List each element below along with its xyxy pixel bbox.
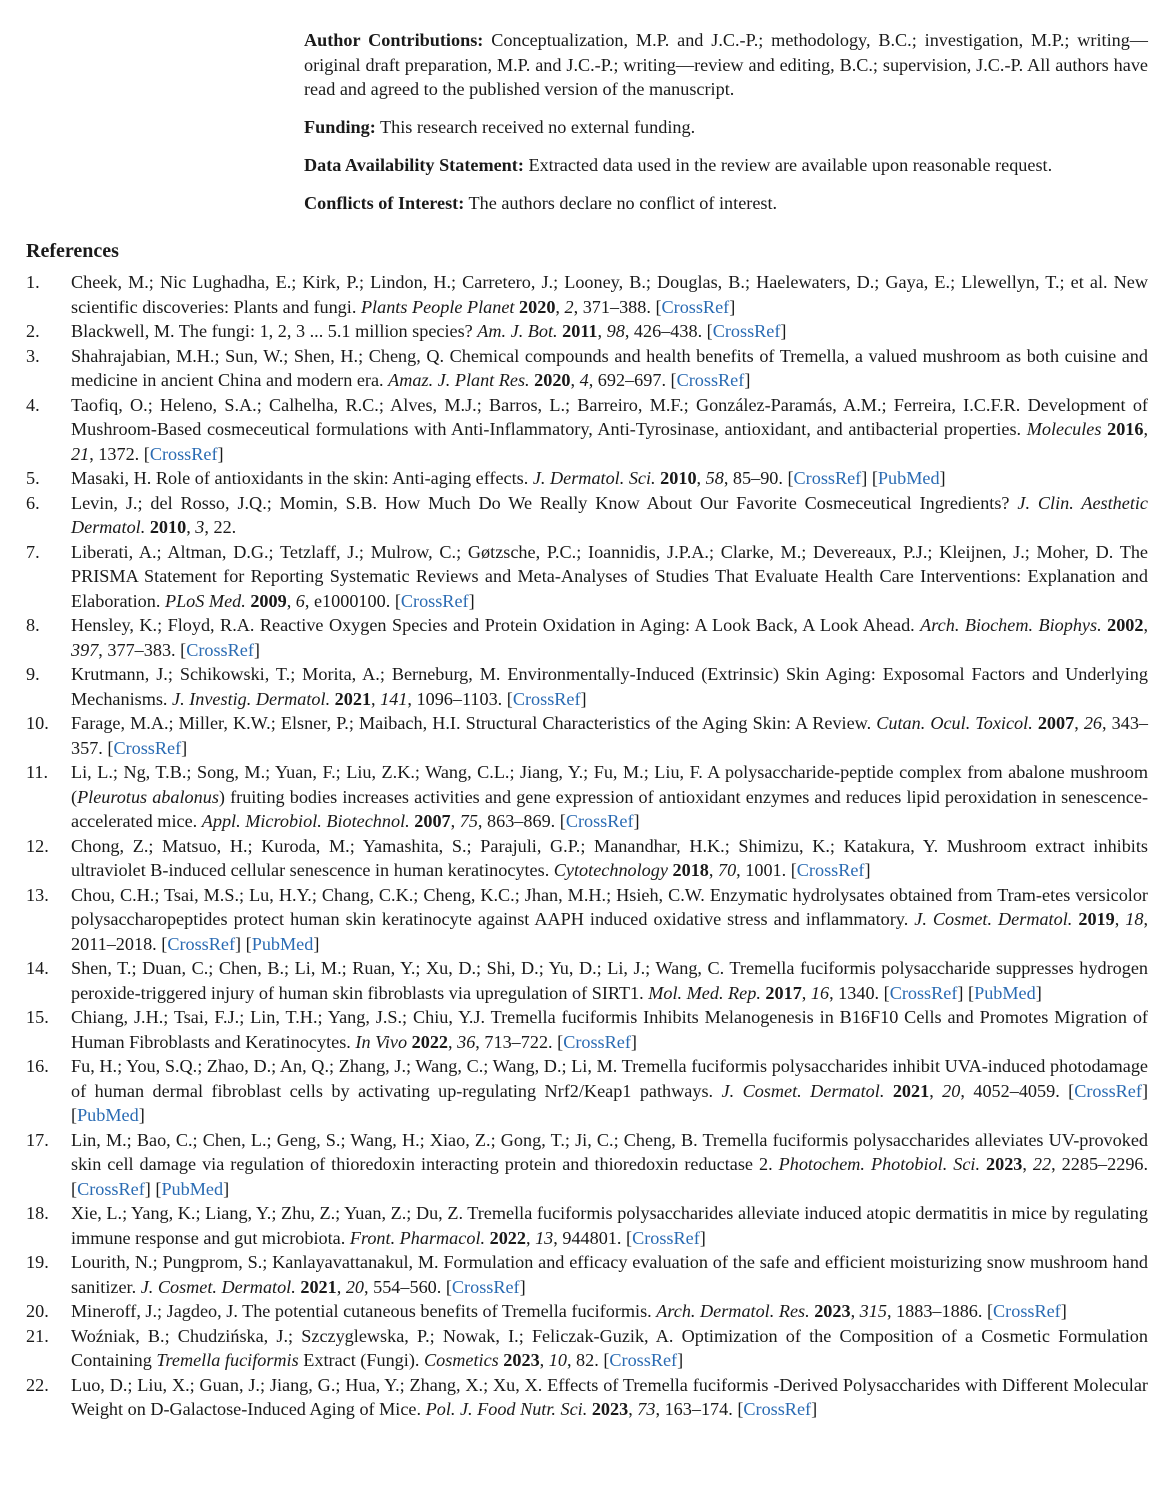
journal-volume: 21: [71, 443, 90, 464]
crossref-link[interactable]: [CrossRef]: [655, 296, 736, 317]
reference-number: 10.: [26, 713, 49, 733]
conflicts-text: The authors declare no conflict of interest.: [468, 193, 778, 213]
reference-item: [26, 760, 1148, 834]
reference-citation-text: Krutmann, J.; Schikowski, T.; Morita, A.; Berneburg, M. Environmentally-Induced (Extrinsic) Skin Aging: Exposomal Factors and Underlying Mechanisms.: [71, 664, 1148, 709]
reference-text: Shahrajabian, M.H.; Sun, W.; Shen, H.; Cheng, Q. Chemical compounds and health benefits of Tremella, a valued mushroom as both cuisine and medicine in ancient China and modern era. Amaz. J. Plant Res. 2020, 4, 692–697. [CrossRef]: [71, 345, 1148, 390]
crossref-link[interactable]: [CrossRef]: [394, 590, 475, 611]
journal-volume: 13: [535, 1227, 554, 1248]
journal-name: J. Dermatol. Sci.: [532, 468, 656, 488]
page-range: 692–697.: [597, 370, 666, 390]
link-label[interactable]: CrossRef: [609, 1350, 678, 1370]
journal-name: Pol. J. Food Nutr. Sci.: [425, 1399, 588, 1419]
crossref-link[interactable]: [CrossRef]: [180, 639, 260, 660]
page-range: 85–90.: [732, 468, 783, 488]
journal-volume: 3: [195, 517, 205, 537]
link-label[interactable]: CrossRef: [512, 688, 581, 709]
species-name: Tremella fuciformis: [156, 1350, 299, 1370]
reference-text: Fu, H.; You, S.Q.; Zhao, D.; An, Q.; Zhang, J.; Wang, C.; Wang, D.; Li, M. Tremella fuciformis polysaccharides inhibit UVA-induced photodamage of human dermal fibroblast cells by activating up-regulating Nrf2/Keap1 pathways. J. Cosmet. Dermatol. 2021, 20, 4052–4059. [CrossRef] [PubMed]: [71, 1056, 1148, 1125]
crossref-link[interactable]: [CrossRef]: [143, 443, 224, 464]
journal-name: Cosmetics: [423, 1350, 499, 1370]
reference-text: Blackwell, M. The fungi: 1, 2, 3 ... 5.1 million species? Am. J. Bot. 2011, 98, 426–438. [CrossRef]: [71, 321, 787, 341]
reference-item: [26, 956, 1148, 1005]
link-label[interactable]: CrossRef: [793, 468, 862, 488]
crossref-link[interactable]: [CrossRef]: [559, 811, 640, 831]
link-label[interactable]: PubMed: [77, 1105, 139, 1125]
pubmed-link[interactable]: [PubMed]: [245, 933, 320, 954]
journal-volume: 141: [380, 688, 408, 709]
reference-item: [26, 1299, 1148, 1324]
publication-year: 2021: [300, 1276, 337, 1297]
publication-year: 2002: [1107, 615, 1144, 635]
page-range: 2011–2018.: [71, 933, 157, 954]
page-range: e1000100.: [313, 590, 391, 611]
reference-text: Taofiq, O.; Heleno, S.A.; Calhelha, R.C.; Alves, M.J.; Barros, L.; Barreiro, M.F.; González-Paramás, A.M.; Ferreira, I.C.F.R. Development of Mushroom-Based cosmeceutical formulations with Anti-Inflammatory, Anti-Tyrosinase, antioxidant, and antibacterial properties. Molecules 2016, 21, 1372. [CrossRef]: [71, 394, 1149, 464]
reference-text: Cheek, M.; Nic Lughadha, E.; Kirk, P.; Lindon, H.; Carretero, J.; Looney, B.; Douglas, B.; Haelewaters, D.; Gaya, E.; Llewellyn, T.; et al. New scientific discoveries: Plants and fungi. Plants People Planet 2020, 2, 371–388. [CrossRef]: [71, 272, 1148, 317]
reference-text: Chong, Z.; Matsuo, H.; Kuroda, M.; Yamashita, S.; Parajuli, G.P.; Manandhar, H.K.; Shimizu, K.; Katakura, Y. Mushroom extract inhibits ultraviolet B-induced cellular senescence in human keratinocytes. Cytotechnology 2018, 70, 1001. [CrossRef]: [71, 835, 1148, 880]
reference-item: [26, 662, 1148, 711]
publication-year: 2020: [534, 370, 571, 390]
link-label[interactable]: CrossRef: [563, 1031, 631, 1052]
journal-volume: 20: [345, 1276, 364, 1297]
journal-name: J. Cosmet. Dermatol.: [721, 1080, 885, 1101]
link-label[interactable]: PubMed: [877, 468, 940, 488]
reference-number: 1.: [26, 272, 40, 292]
publication-year: 2022: [489, 1227, 526, 1248]
reference-text: Mineroff, J.; Jagdeo, J. The potential cutaneous benefits of Tremella fuciformis. Arch. Dermatol. Res. 2023, 315, 1883–1886. [CrossRef]: [71, 1301, 1067, 1321]
conflicts-of-interest: [304, 191, 1148, 216]
crossref-link[interactable]: [CrossRef]: [603, 1350, 684, 1370]
reference-item: [26, 1005, 1148, 1054]
reference-item: [26, 834, 1148, 883]
journal-name: J. Cosmet. Dermatol.: [914, 909, 1073, 929]
reference-number: 8.: [26, 615, 40, 635]
reference-item: [26, 1201, 1148, 1250]
reference-text: Li, L.; Ng, T.B.; Song, M.; Yuan, F.; Liu, Z.K.; Wang, C.L.; Jiang, Y.; Fu, M.; Liu, F. A polysaccharide-peptide complex from abalone mushroom (Pleurotus abalonus) fruiting bodies increases activities and gene expression of antioxidant enzymes and reduces lipid peroxidation in senescence-accelerated mice. Appl. Microbiol. Biotechnol. 2007, 75, 863–869. [CrossRef]: [71, 762, 1149, 831]
journal-volume: 70: [717, 860, 737, 880]
journal-name: J. Investig. Dermatol.: [172, 688, 331, 709]
crossref-link[interactable]: [CrossRef]: [506, 688, 587, 709]
publication-year: 2022: [411, 1031, 448, 1052]
link-label[interactable]: CrossRef: [712, 321, 781, 341]
publication-year: 2021: [334, 688, 372, 709]
reference-citation-text: Xie, L.; Yang, K.; Liang, Y.; Zhu, Z.; Yuan, Z.; Du, Z. Tremella fuciformis polysaccharides alleviate induced atopic dermatitis in mice by regulating immune response and gut microbiota.: [71, 1203, 1148, 1248]
reference-number: 22.: [26, 1374, 49, 1395]
reference-item: [26, 393, 1148, 467]
reference-citation-text: Lourith, N.; Pungprom, S.; Kanlayavattanakul, M. Formulation and efficacy evaluation of the safe and efficient moisturizing snow mushroom hand sanitizer.: [71, 1252, 1148, 1297]
reference-text: Chiang, J.H.; Tsai, F.J.; Lin, T.H.; Yang, J.S.; Chiu, Y.J. Tremella fuciformis Inhibits Melanogenesis in B16F10 Cells and Promotes Migration of Human Fibroblasts and Keratinocytes. In Vivo 2022, 36, 713–722. [CrossRef]: [71, 1007, 1148, 1052]
reference-text: Lourith, N.; Pungprom, S.; Kanlayavattanakul, M. Formulation and efficacy evaluation of the safe and efficient moisturizing snow mushroom hand sanitizer. J. Cosmet. Dermatol. 2021, 20, 554–560. [CrossRef]: [71, 1252, 1148, 1297]
reference-citation-text: Chou, C.H.; Tsai, M.S.; Lu, H.Y.; Chang, C.K.; Cheng, K.C.; Jhan, M.H.; Hsieh, C.W. Enzymatic hydrolysates obtained from Tram-etes versicolor polysaccharopeptides protect human skin keratinocyte against AAPH induced oxidative stress and inflammatory.: [71, 884, 1148, 929]
reference-text: Shen, T.; Duan, C.; Chen, B.; Li, M.; Ruan, Y.; Xu, D.; Shi, D.; Yu, D.; Li, J.; Wang, C. Tremella fuciformis polysaccharide suppresses hydrogen peroxide-triggered injury of human skin fibroblasts via upregulation of SIRT1. Mol. Med. Rep. 2017, 16, 1340. [CrossRef] [PubMed]: [71, 958, 1148, 1003]
page-range: 1883–1886.: [896, 1301, 983, 1321]
publication-year: 2010: [660, 468, 697, 488]
journal-volume: 22: [1032, 1154, 1052, 1174]
publication-year: 2017: [765, 982, 802, 1003]
page-range: 163–174.: [664, 1399, 733, 1419]
journal-volume: 315: [859, 1301, 887, 1321]
reference-citation-text: Levin, J.; del Rosso, J.Q.; Momin, S.B. How Much Do We Really Know About Our Favorite Cosmeceutical Ingredients?: [71, 492, 1018, 513]
reference-citation-text: Chiang, J.H.; Tsai, F.J.; Lin, T.H.; Yang, J.S.; Chiu, Y.J. Tremella fuciformis Inhibits Melanogenesis in B16F10 Cells and Promotes Migration of Human Fibroblasts and Keratinocytes.: [71, 1007, 1148, 1052]
link-label[interactable]: PubMed: [161, 1178, 224, 1199]
reference-number: 19.: [26, 1252, 49, 1272]
page-range: 426–438.: [633, 321, 703, 341]
publication-year: 2023: [986, 1154, 1023, 1174]
author-contributions-label: Author Contributions:: [304, 30, 484, 50]
reference-number: 13.: [26, 884, 49, 905]
reference-number: 11.: [26, 762, 49, 782]
data-availability-label: Data Availability Statement:: [304, 155, 524, 175]
publication-year: 2023: [591, 1399, 629, 1419]
journal-name: Appl. Microbiol. Biotechnol.: [201, 811, 410, 831]
reference-number: 7.: [26, 541, 40, 562]
journal-volume: 75: [459, 811, 478, 831]
journal-volume: 10: [548, 1350, 567, 1370]
publication-year: 2020: [519, 296, 556, 317]
reference-citation-text: Shen, T.; Duan, C.; Chen, B.; Li, M.; Ruan, Y.; Xu, D.; Shi, D.; Yu, D.; Li, J.; Wang, C. Tremella fuciformis polysaccharide suppresses hydrogen peroxide-triggered injury of human skin fibroblasts via upregulation of SIRT1.: [71, 958, 1148, 1003]
reference-number: 4.: [26, 394, 40, 415]
link-label[interactable]: CrossRef: [167, 933, 236, 954]
crossref-link[interactable]: [CrossRef]: [883, 982, 964, 1003]
reference-citation-text: Farage, M.A.; Miller, K.W.; Elsner, P.; Maibach, H.I. Structural Characteristics of the Aging Skin: A Review.: [71, 713, 877, 733]
journal-volume: 36: [457, 1031, 476, 1052]
journal-name: Arch. Dermatol. Res.: [656, 1301, 810, 1321]
journal-name: Amaz. J. Plant Res.: [388, 370, 530, 390]
journal-name: Molecules: [1026, 419, 1102, 439]
reference-citation-text-cont: ) fruiting bodies increases activities and gene expression of antioxidant enzymes and reduces lipid peroxidation in senescence-accelerated mice.: [71, 786, 1149, 831]
journal-name: Mol. Med. Rep.: [648, 982, 761, 1003]
reference-citation-text: Liberati, A.; Altman, D.G.; Tetzlaff, J.; Mulrow, C.; Gøtzsche, P.C.; Ioannidis, J.P.A.; Clarke, M.; Devereaux, P.J.; Kleijnen, J.; Moher, D. The PRISMA Statement for Reporting Systematic Reviews and Meta-Analyses of Studies That Evaluate Health Care Interventions: Explanation and Elaboration.: [71, 541, 1148, 611]
page-range: 22.: [213, 517, 237, 537]
reference-text: Krutmann, J.; Schikowski, T.; Morita, A.; Berneburg, M. Environmentally-Induced (Extrinsic) Skin Aging: Exposomal Factors and Underlying Mechanisms. J. Investig. Dermatol. 2021, 141, 1096–1103. [CrossRef]: [71, 664, 1148, 709]
crossref-link[interactable]: [CrossRef]: [1068, 1080, 1148, 1101]
journal-name: J. Cosmet. Dermatol.: [140, 1276, 296, 1297]
reference-text: Luo, D.; Liu, X.; Guan, J.; Jiang, G.; Hua, Y.; Zhang, X.; Xu, X. Effects of Tremella fuciformis -Derived Polysaccharides with Different Molecular Weight on D-Galactose-Induced Aging of Mice. Pol. J. Food Nutr. Sci. 2023, 73, 163–174. [CrossRef]: [71, 1374, 1148, 1419]
page-range: 377–383.: [107, 639, 176, 660]
journal-volume: 98: [606, 321, 625, 341]
reference-item: [26, 491, 1148, 540]
journal-name: J. Clin. Aesthetic Dermatol.: [71, 492, 1148, 537]
publication-year: 2018: [672, 860, 709, 880]
journal-name: In Vivo: [355, 1031, 408, 1052]
reference-item: [26, 613, 1148, 662]
link-label[interactable]: CrossRef: [77, 1178, 145, 1199]
publication-year: 2007: [1037, 713, 1075, 733]
link-label[interactable]: CrossRef: [186, 639, 254, 660]
publication-year: 2023: [814, 1301, 851, 1321]
data-availability-text: Extracted data used in the review are available upon reasonable request.: [528, 155, 1053, 175]
reference-number: 15.: [26, 1007, 49, 1027]
journal-volume: 26: [1083, 713, 1103, 733]
pubmed-link[interactable]: [PubMed]: [71, 1105, 145, 1125]
pubmed-link[interactable]: [PubMed]: [155, 1178, 230, 1199]
reference-text: Levin, J.; del Rosso, J.Q.; Momin, S.B. How Much Do We Really Know About Our Favorite Cosmeceutical Ingredients? J. Clin. Aesthetic Dermatol. 2010, 3, 22.: [71, 492, 1148, 537]
reference-list: [26, 270, 1148, 1422]
reference-citation-text: Hensley, K.; Floyd, R.A. Reactive Oxygen Species and Protein Oxidation in Aging: A Look Back, A Look Ahead.: [71, 615, 921, 635]
crossref-link[interactable]: [CrossRef]: [790, 860, 871, 880]
back-matter: [304, 28, 1148, 229]
page-range: 554–560.: [373, 1276, 442, 1297]
crossref-link[interactable]: [CrossRef]: [71, 1178, 151, 1199]
journal-volume: 20: [942, 1080, 961, 1101]
reference-item: [26, 1128, 1148, 1202]
reference-item: [26, 466, 1148, 491]
publication-year: 2007: [414, 811, 451, 831]
journal-name: PLoS Med.: [164, 590, 246, 611]
crossref-link[interactable]: [CrossRef]: [445, 1276, 526, 1297]
crossref-link[interactable]: [CrossRef]: [107, 737, 188, 758]
crossref-link[interactable]: [CrossRef]: [626, 1227, 706, 1248]
reference-text: Woźniak, B.; Chudzińska, J.; Szczyglewska, P.; Nowak, I.; Feliczak-Guzik, A. Optimization of the Composition of a Cosmetic Formulation Containing Tremella fuciformis Extract (Fungi). Cosmetics 2023, 10, 82. [CrossRef]: [71, 1325, 1148, 1370]
journal-volume: 397: [71, 639, 99, 660]
reference-number: 12.: [26, 835, 49, 856]
reference-citation-text: Blackwell, M. The fungi: 1, 2, 3 ... 5.1 million species?: [71, 321, 478, 341]
publication-year: 2019: [1078, 909, 1115, 929]
data-availability-statement: [304, 153, 1148, 178]
reference-citation-text: Woźniak, B.; Chudzińska, J.; Szczyglewska, P.; Nowak, I.; Feliczak-Guzik, A. Optimization of the Composition of a Cosmetic Formulation Containing: [71, 1325, 1148, 1370]
journal-volume: 18: [1125, 909, 1144, 929]
reference-number: 2.: [26, 321, 40, 341]
crossref-link[interactable]: [CrossRef]: [787, 468, 868, 488]
reference-number: 17.: [26, 1129, 49, 1150]
journal-name: Cytotechnology: [553, 860, 668, 880]
page-range: 343–357.: [71, 713, 1149, 758]
reference-number: 14.: [26, 958, 49, 978]
link-label[interactable]: CrossRef: [889, 982, 958, 1003]
reference-citation-text: Chong, Z.; Matsuo, H.; Kuroda, M.; Yamashita, S.; Parajuli, G.P.; Manandhar, H.K.; Shimizu, K.; Katakura, Y. Mushroom extract inhibits ultraviolet B-induced cellular senescence in human keratinocytes.: [71, 835, 1148, 880]
page-range: 4052–4059.: [973, 1080, 1060, 1101]
link-label[interactable]: CrossRef: [632, 1227, 700, 1248]
reference-number: 6.: [26, 492, 40, 513]
journal-volume: 2: [564, 296, 574, 317]
crossref-link[interactable]: [CrossRef]: [670, 370, 751, 390]
reference-item: [26, 540, 1148, 614]
reference-citation-text: Mineroff, J.; Jagdeo, J. The potential cutaneous benefits of Tremella fuciformis.: [71, 1301, 657, 1321]
link-label[interactable]: CrossRef: [1074, 1080, 1142, 1101]
reference-item: [26, 344, 1148, 393]
references-heading: References: [26, 240, 119, 262]
reference-citation-text: Taofiq, O.; Heleno, S.A.; Calhelha, R.C.; Alves, M.J.; Barros, L.; Barreiro, M.F.; González-Paramás, A.M.; Ferreira, I.C.F.R. Development of Mushroom-Based cosmeceutical formulations with Anti-Inflammatory, Anti-Tyrosinase, antioxidant, and antibacterial properties.: [71, 394, 1148, 439]
reference-item: [26, 711, 1148, 760]
link-label[interactable]: CrossRef: [993, 1301, 1061, 1321]
link-label[interactable]: CrossRef: [149, 443, 218, 464]
page-range: 82.: [576, 1350, 599, 1370]
reference-text: Liberati, A.; Altman, D.G.; Tetzlaff, J.; Mulrow, C.; Gøtzsche, P.C.; Ioannidis, J.P.A.; Clarke, M.; Devereaux, P.J.; Kleijnen, J.; Moher, D. The PRISMA Statement for Reporting Systematic Reviews and Meta-Analyses of Studies That Evaluate Health Care Interventions: Explanation and Elaboration. PLoS Med. 2009, 6, e1000100. [CrossRef]: [71, 541, 1148, 611]
link-label[interactable]: CrossRef: [796, 860, 865, 880]
publication-year: 2011: [562, 321, 598, 341]
link-label[interactable]: PubMed: [251, 933, 314, 954]
journal-name: Am. J. Bot.: [477, 321, 558, 341]
reference-text: Xie, L.; Yang, K.; Liang, Y.; Zhu, Z.; Yuan, Z.; Du, Z. Tremella fuciformis polysaccharides alleviate induced atopic dermatitis in mice by regulating immune response and gut microbiota. Front. Pharmacol. 2022, 13, 944801. [CrossRef]: [71, 1203, 1148, 1248]
funding-label: Funding:: [304, 117, 376, 137]
reference-text: Hensley, K.; Floyd, R.A. Reactive Oxygen Species and Protein Oxidation in Aging: A Look Back, A Look Ahead. Arch. Biochem. Biophys. 2002, 397, 377–383. [CrossRef]: [71, 615, 1149, 660]
reference-citation-text: Cheek, M.; Nic Lughadha, E.; Kirk, P.; Lindon, H.; Carretero, J.; Looney, B.; Douglas, B.; Haelewaters, D.; Gaya, E.; Llewellyn, T.; et al. New scientific discoveries: Plants and fungi.: [71, 272, 1148, 317]
page-range: 1096–1103.: [416, 688, 503, 709]
page-range: 863–869.: [487, 811, 556, 831]
reference-number: 3.: [26, 345, 40, 366]
funding-statement: [304, 115, 1148, 140]
reference-item: [26, 1373, 1148, 1422]
species-name: Pleurotus abalonus: [77, 786, 219, 807]
link-label[interactable]: CrossRef: [676, 370, 745, 390]
link-label[interactable]: CrossRef: [565, 811, 634, 831]
page-range: 1340.: [838, 982, 880, 1003]
crossref-link[interactable]: [CrossRef]: [161, 933, 242, 954]
journal-volume: 16: [810, 982, 830, 1003]
reference-citation-text: Luo, D.; Liu, X.; Guan, J.; Jiang, G.; Hua, Y.; Zhang, X.; Xu, X. Effects of Tremella fuciformis -Derived Polysaccharides with Different Molecular Weight on D-Galactose-Induced Aging of Mice.: [71, 1374, 1148, 1419]
reference-number: 16.: [26, 1056, 49, 1076]
reference-citation-text: Shahrajabian, M.H.; Sun, W.; Shen, H.; Cheng, Q. Chemical compounds and health benefits of Tremella, a valued mushroom as both cuisine and medicine in ancient China and modern era.: [71, 345, 1148, 390]
reference-number: 21.: [26, 1325, 49, 1346]
reference-item: [26, 319, 1148, 344]
reference-citation-text: Lin, M.; Bao, C.; Chen, L.; Geng, S.; Wang, H.; Xiao, Z.; Gong, T.; Ji, C.; Cheng, B. Tremella fuciformis polysaccharides alleviates UV-provoked skin cell damage via regulation of thioredoxin interacting protein and thioredoxin reductase 2.: [71, 1129, 1148, 1174]
reference-citation-text: Li, L.; Ng, T.B.; Song, M.; Yuan, F.; Liu, Z.K.; Wang, C.L.; Jiang, Y.; Fu, M.; Liu, F. A polysaccharide-peptide complex from abalone mushroom (: [71, 762, 1148, 807]
reference-citation-text: Masaki, H. Role of antioxidants in the skin: Anti-aging effects.: [71, 468, 533, 488]
reference-citation-text: Fu, H.; You, S.Q.; Zhao, D.; An, Q.; Zhang, J.; Wang, C.; Wang, D.; Li, M. Tremella fuciformis polysaccharides inhibit UVA-induced photodamage of human dermal fibroblast cells by activating up-regulating Nrf2/Keap1 pathways.: [71, 1056, 1148, 1101]
page-range: 1001.: [745, 860, 787, 880]
crossref-link[interactable]: [CrossRef]: [986, 1301, 1067, 1321]
reference-number: 5.: [26, 468, 40, 488]
conflicts-label: Conflicts of Interest:: [304, 193, 465, 213]
journal-volume: 58: [705, 468, 724, 488]
publication-year: 2016: [1107, 419, 1144, 439]
crossref-link[interactable]: [CrossRef]: [706, 321, 787, 341]
crossref-link[interactable]: [CrossRef]: [737, 1399, 818, 1419]
publication-year: 2010: [149, 517, 187, 537]
reference-text: Farage, M.A.; Miller, K.W.; Elsner, P.; Maibach, H.I. Structural Characteristics of the Aging Skin: A Review. Cutan. Ocul. Toxicol. 2007, 26, 343–357. [CrossRef]: [71, 713, 1149, 758]
pubmed-link[interactable]: [PubMed]: [968, 982, 1042, 1003]
reference-item: [26, 270, 1148, 319]
reference-number: 20.: [26, 1301, 49, 1321]
link-label[interactable]: CrossRef: [451, 1276, 520, 1297]
reference-text: Masaki, H. Role of antioxidants in the skin: Anti-aging effects. J. Dermatol. Sci. 2010, 58, 85–90. [CrossRef] [PubMed]: [71, 468, 946, 488]
journal-name: Photochem. Photobiol. Sci.: [778, 1154, 980, 1174]
page-range: 2285–2296.: [1061, 1154, 1149, 1174]
link-label[interactable]: CrossRef: [400, 590, 469, 611]
author-contributions: [304, 28, 1148, 102]
journal-volume: 4: [579, 370, 589, 390]
reference-citation-text-cont: Extract (Fungi).: [298, 1350, 424, 1370]
reference-item: [26, 1054, 1148, 1128]
reference-item: [26, 1324, 1148, 1373]
funding-text: This research received no external funding.: [380, 117, 696, 137]
author-contributions-text: Conceptualization, M.P. and J.C.-P.; methodology, B.C.; investigation, M.P.; writing—original draft preparation, M.P. and J.C.-P.; writing—review and editing, B.C.; supervision, J.C.-P. All authors have read and agreed to the published version of the manuscript.: [304, 30, 1148, 99]
publication-year: 2023: [503, 1350, 540, 1370]
journal-name: Cutan. Ocul. Toxicol.: [876, 713, 1033, 733]
page-range: 713–722.: [484, 1031, 553, 1052]
page-range: 1372.: [98, 443, 140, 464]
link-label[interactable]: CrossRef: [113, 737, 182, 758]
page-range: 371–388.: [582, 296, 651, 317]
reference-number: 18.: [26, 1203, 49, 1223]
link-label[interactable]: CrossRef: [743, 1399, 812, 1419]
reference-item: [26, 883, 1148, 957]
journal-volume: 73: [637, 1399, 656, 1419]
journal-volume: 6: [295, 590, 305, 611]
publication-year: 2009: [250, 590, 287, 611]
reference-text: Chou, C.H.; Tsai, M.S.; Lu, H.Y.; Chang, C.K.; Cheng, K.C.; Jhan, M.H.; Hsieh, C.W. Enzymatic hydrolysates obtained from Tram-etes versicolor polysaccharopeptides protect human skin keratinocyte against AAPH induced oxidative stress and inflammatory. J. Cosmet. Dermatol. 2019, 18, 2011–2018. [CrossRef] [PubMed]: [71, 884, 1149, 954]
publication-year: 2021: [892, 1080, 930, 1101]
journal-name: Plants People Planet: [360, 296, 515, 317]
reference-text: Lin, M.; Bao, C.; Chen, L.; Geng, S.; Wang, H.; Xiao, Z.; Gong, T.; Ji, C.; Cheng, B. Tremella fuciformis polysaccharides alleviates UV-provoked skin cell damage via regulation of thioredoxin interacting protein and thioredoxin reductase 2. Photochem. Photobiol. Sci. 2023, 22, 2285–2296. [CrossRef] [PubMed]: [71, 1129, 1149, 1199]
crossref-link[interactable]: [CrossRef]: [557, 1031, 637, 1052]
link-label[interactable]: PubMed: [974, 982, 1036, 1003]
reference-number: 9.: [26, 664, 40, 684]
link-label[interactable]: CrossRef: [661, 296, 730, 317]
reference-item: [26, 1250, 1148, 1299]
journal-name: Front. Pharmacol.: [349, 1227, 486, 1248]
pubmed-link[interactable]: [PubMed]: [871, 468, 946, 488]
page-range: 944801.: [562, 1227, 622, 1248]
journal-name: Arch. Biochem. Biophys.: [920, 615, 1102, 635]
